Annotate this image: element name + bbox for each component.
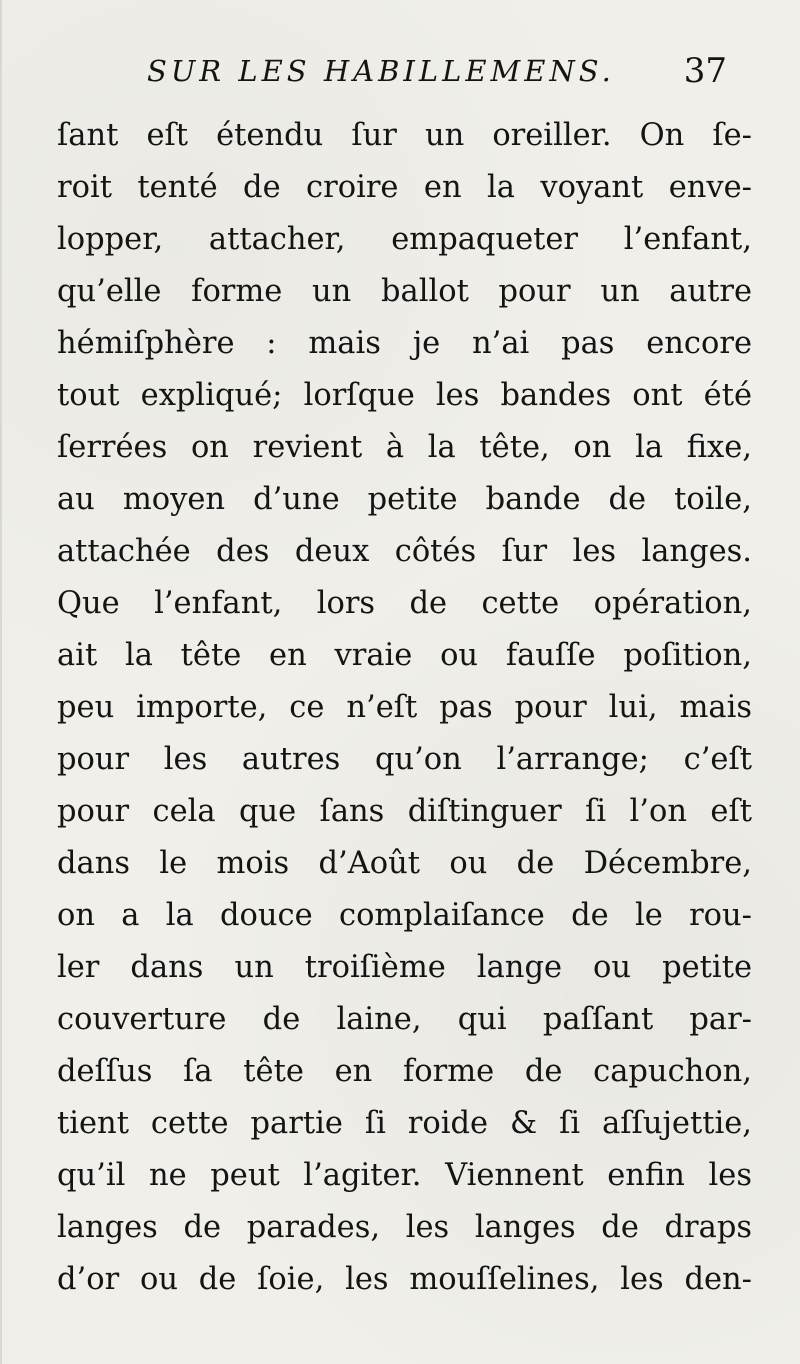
text-line: peu importe, ce n’eſt pas pour lui, mais: [57, 690, 752, 725]
text-line: lopper, attacher, empaqueter l’enfant,: [57, 222, 752, 257]
text-line: ſant eſt étendu ſur un oreiller. On ſe-: [57, 118, 752, 153]
text-line: tout expliqué; lorſque les bandes ont été: [57, 378, 752, 413]
text-line: au moyen d’une petite bande de toile,: [57, 482, 752, 517]
running-title: SUR LES HABILLEMENS.: [147, 54, 615, 88]
text-line: qu’il ne peut l’agiter. Viennent enfin les: [57, 1158, 752, 1193]
text-line: attachée des deux côtés ſur les langes.: [57, 534, 752, 569]
text-line: d’or ou de ſoie, les mouſſelines, les den-: [57, 1262, 752, 1297]
page-header: [147, 48, 727, 94]
text-line: deſſus ſa tête en forme de capuchon,: [57, 1054, 752, 1089]
body-text: [57, 110, 752, 1306]
text-line: ler dans un troiſième lange ou petite: [57, 950, 752, 985]
text-line: langes de parades, les langes de draps: [57, 1210, 752, 1245]
text-line: on a la douce complaiſance de le rou-: [57, 898, 752, 933]
text-line: pour les autres qu’on l’arrange; c’eſt: [57, 742, 752, 777]
text-line: pour cela que ſans diſtinguer ſi l’on eſt: [57, 794, 752, 829]
text-line: qu’elle forme un ballot pour un autre: [57, 274, 752, 309]
text-line: ſerrées on revient à la tête, on la fixe,: [57, 430, 752, 465]
text-line: Que l’enfant, lors de cette opération,: [57, 586, 752, 621]
text-line: roit tenté de croire en la voyant enve-: [57, 170, 752, 205]
text-line: couverture de laine, qui paſſant par-: [57, 1002, 752, 1037]
text-line: dans le mois d’Août ou de Décembre,: [57, 846, 752, 881]
page-number: 37: [683, 51, 727, 91]
text-line: ait la tête en vraie ou fauſſe poſition,: [57, 638, 752, 673]
text-line: hémiſphère : mais je n’ai pas encore: [57, 326, 752, 361]
text-line: tient cette partie ſi roide & ſi aſſujettie,: [57, 1106, 752, 1141]
